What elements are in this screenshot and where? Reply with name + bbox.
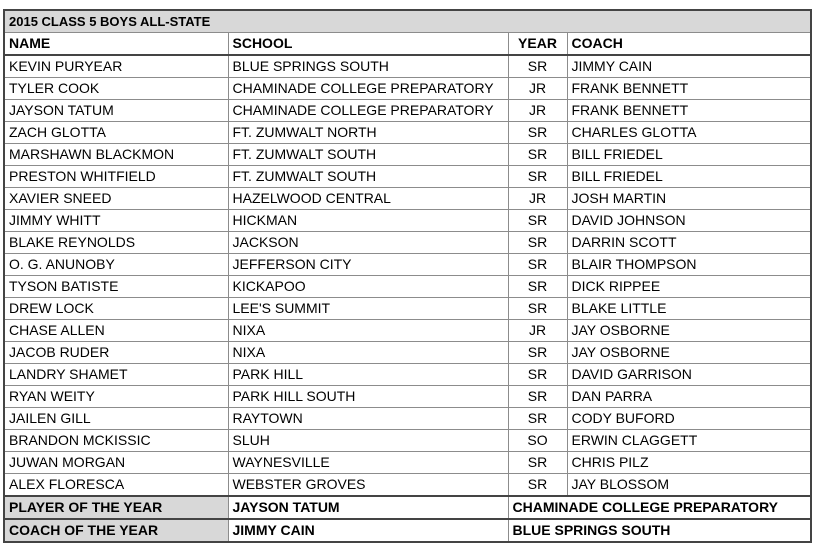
player-school: JEFFERSON CITY xyxy=(228,254,508,276)
player-school: HAZELWOOD CENTRAL xyxy=(228,188,508,210)
player-school: FT. ZUMWALT SOUTH xyxy=(228,144,508,166)
player-coach: JOSH MARTIN xyxy=(567,188,811,210)
player-school: WEBSTER GROVES xyxy=(228,474,508,497)
player-year: SR xyxy=(508,254,567,276)
player-school: LEE'S SUMMIT xyxy=(228,298,508,320)
player-coach: ERWIN CLAGGETT xyxy=(567,430,811,452)
award-label: PLAYER OF THE YEAR xyxy=(4,496,228,519)
player-year: SR xyxy=(508,55,567,78)
player-school: NIXA xyxy=(228,320,508,342)
table-row xyxy=(4,78,811,100)
all-state-table xyxy=(3,9,812,543)
player-coach: DAN PARRA xyxy=(567,386,811,408)
player-year: SR xyxy=(508,232,567,254)
table-row xyxy=(4,342,811,364)
player-year: SR xyxy=(508,364,567,386)
player-name: ALEX FLORESCA xyxy=(4,474,228,497)
award-person: JAYSON TATUM xyxy=(228,496,508,519)
table-row xyxy=(4,320,811,342)
player-school: WAYNESVILLE xyxy=(228,452,508,474)
table-row xyxy=(4,364,811,386)
table-row xyxy=(4,474,811,497)
player-coach: DAVID JOHNSON xyxy=(567,210,811,232)
player-name: JACOB RUDER xyxy=(4,342,228,364)
player-school: BLUE SPRINGS SOUTH xyxy=(228,55,508,78)
player-name: RYAN WEITY xyxy=(4,386,228,408)
table-row xyxy=(4,210,811,232)
player-name: CHASE ALLEN xyxy=(4,320,228,342)
award-person: JIMMY CAIN xyxy=(228,519,508,542)
player-name: XAVIER SNEED xyxy=(4,188,228,210)
player-name: JAILEN GILL xyxy=(4,408,228,430)
player-name: JAYSON TATUM xyxy=(4,100,228,122)
player-name: KEVIN PURYEAR xyxy=(4,55,228,78)
player-school: FT. ZUMWALT NORTH xyxy=(228,122,508,144)
player-coach: BILL FRIEDEL xyxy=(567,144,811,166)
player-year: SR xyxy=(508,386,567,408)
player-school: CHAMINADE COLLEGE PREPARATORY xyxy=(228,100,508,122)
table-row xyxy=(4,254,811,276)
player-coach: CHARLES GLOTTA xyxy=(567,122,811,144)
player-year: SR xyxy=(508,122,567,144)
player-year: JR xyxy=(508,78,567,100)
player-coach: JIMMY CAIN xyxy=(567,55,811,78)
header-row xyxy=(4,33,811,56)
header-school: SCHOOL xyxy=(228,33,508,56)
player-year: SO xyxy=(508,430,567,452)
award-row xyxy=(4,496,811,519)
table-row xyxy=(4,166,811,188)
player-year: SR xyxy=(508,276,567,298)
player-coach: DAVID GARRISON xyxy=(567,364,811,386)
player-coach: JAY OSBORNE xyxy=(567,342,811,364)
player-name: BLAKE REYNOLDS xyxy=(4,232,228,254)
header-name: NAME xyxy=(4,33,228,56)
player-year: SR xyxy=(508,166,567,188)
player-coach: BILL FRIEDEL xyxy=(567,166,811,188)
header-coach: COACH xyxy=(567,33,811,56)
table-row xyxy=(4,408,811,430)
player-school: SLUH xyxy=(228,430,508,452)
player-coach: BLAIR THOMPSON xyxy=(567,254,811,276)
player-name: TYLER COOK xyxy=(4,78,228,100)
table-row xyxy=(4,100,811,122)
table-row xyxy=(4,55,811,78)
table-row xyxy=(4,276,811,298)
award-label: COACH OF THE YEAR xyxy=(4,519,228,542)
award-school: CHAMINADE COLLEGE PREPARATORY xyxy=(508,496,811,519)
player-name: DREW LOCK xyxy=(4,298,228,320)
player-year: SR xyxy=(508,298,567,320)
player-coach: FRANK BENNETT xyxy=(567,78,811,100)
player-name: BRANDON MCKISSIC xyxy=(4,430,228,452)
player-coach: DARRIN SCOTT xyxy=(567,232,811,254)
player-year: SR xyxy=(508,342,567,364)
player-year: JR xyxy=(508,188,567,210)
table-row xyxy=(4,188,811,210)
award-row xyxy=(4,519,811,542)
player-school: PARK HILL SOUTH xyxy=(228,386,508,408)
player-coach: CHRIS PILZ xyxy=(567,452,811,474)
table-row xyxy=(4,386,811,408)
player-year: JR xyxy=(508,320,567,342)
player-year: SR xyxy=(508,408,567,430)
player-coach: CODY BUFORD xyxy=(567,408,811,430)
player-year: SR xyxy=(508,452,567,474)
player-school: CHAMINADE COLLEGE PREPARATORY xyxy=(228,78,508,100)
table-title: 2015 CLASS 5 BOYS ALL-STATE xyxy=(4,10,811,33)
player-school: HICKMAN xyxy=(228,210,508,232)
award-school: BLUE SPRINGS SOUTH xyxy=(508,519,811,542)
player-year: SR xyxy=(508,144,567,166)
player-name: ZACH GLOTTA xyxy=(4,122,228,144)
player-name: O. G. ANUNOBY xyxy=(4,254,228,276)
player-name: LANDRY SHAMET xyxy=(4,364,228,386)
player-school: NIXA xyxy=(228,342,508,364)
player-coach: DICK RIPPEE xyxy=(567,276,811,298)
player-coach: FRANK BENNETT xyxy=(567,100,811,122)
player-year: SR xyxy=(508,474,567,497)
table-row xyxy=(4,232,811,254)
player-name: JUWAN MORGAN xyxy=(4,452,228,474)
player-year: JR xyxy=(508,100,567,122)
player-coach: JAY OSBORNE xyxy=(567,320,811,342)
title-row xyxy=(4,10,811,33)
player-name: PRESTON WHITFIELD xyxy=(4,166,228,188)
table-row xyxy=(4,452,811,474)
player-name: JIMMY WHITT xyxy=(4,210,228,232)
player-coach: BLAKE LITTLE xyxy=(567,298,811,320)
table-row xyxy=(4,144,811,166)
player-school: FT. ZUMWALT SOUTH xyxy=(228,166,508,188)
player-coach: JAY BLOSSOM xyxy=(567,474,811,497)
player-year: SR xyxy=(508,210,567,232)
header-year: YEAR xyxy=(508,33,567,56)
player-school: RAYTOWN xyxy=(228,408,508,430)
player-name: MARSHAWN BLACKMON xyxy=(4,144,228,166)
table-row xyxy=(4,430,811,452)
player-name: TYSON BATISTE xyxy=(4,276,228,298)
player-school: KICKAPOO xyxy=(228,276,508,298)
table-row xyxy=(4,122,811,144)
table-row xyxy=(4,298,811,320)
player-school: JACKSON xyxy=(228,232,508,254)
player-school: PARK HILL xyxy=(228,364,508,386)
